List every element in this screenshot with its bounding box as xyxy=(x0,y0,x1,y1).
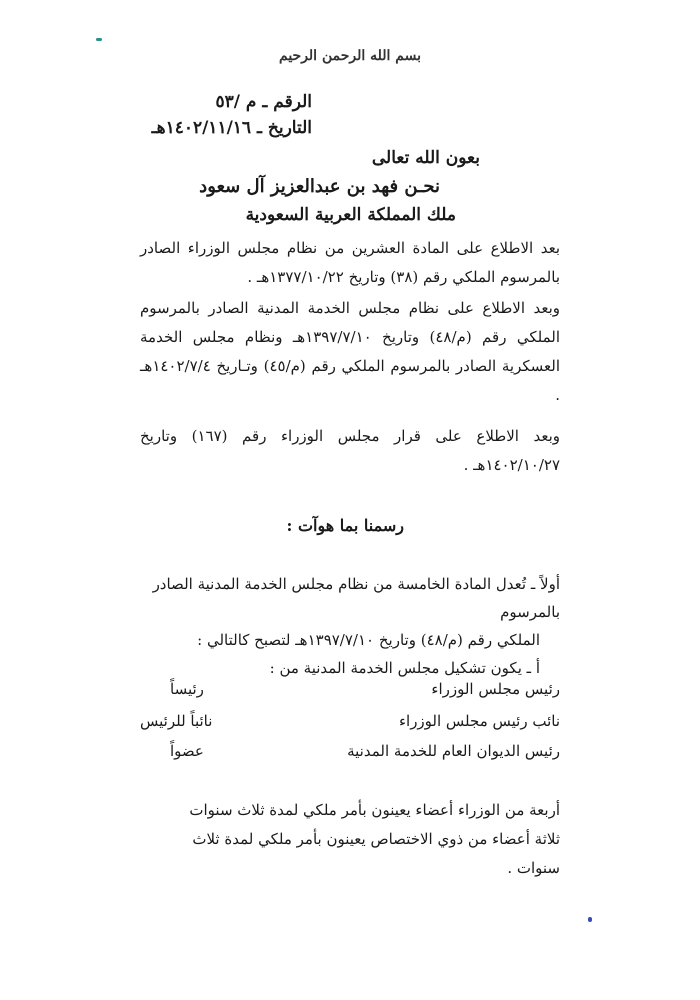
closing-line: ثلاثة أعضاء من ذوي الاختصاص يعينون بأمر ملكي لمدة ثلاث xyxy=(192,830,560,848)
article-first xyxy=(140,570,560,682)
member-name: نائب رئيس مجلس الوزراء xyxy=(398,712,560,730)
article-clause-a: أ ـ يكون تشكيل مجلس الخدمة المدنية من : xyxy=(269,659,540,677)
invocation: بعون الله تعالى xyxy=(371,148,480,168)
decree-heading: رسمنا بما هوآت : xyxy=(286,516,404,535)
article-line: الملكي رقم (م/٤٨) وتاريخ ١٣٩٧/٧/١٠هـ لتصبح كالتالي : xyxy=(197,631,540,649)
closing-paragraph xyxy=(160,796,560,883)
basmala-header: بسم الله الرحمن الرحيم xyxy=(279,48,421,64)
member-role: نائباً للرئيس xyxy=(140,712,213,730)
member-role: عضواً xyxy=(170,742,204,760)
closing-line: سنوات . xyxy=(507,859,560,877)
document-date: التاريخ ـ ١٤٠٢/١١/١٦هـ xyxy=(151,118,312,138)
member-name: رئيس مجلس الوزراء xyxy=(431,680,560,698)
king-name: نحـن فهد بن عبدالعزيز آل سعود xyxy=(199,176,440,197)
preamble-paragraph: وبعد الاطلاع على نظام مجلس الخدمة المدنية الصادر بالمرسوم الملكي رقم (م/٤٨) وتاريخ ١٣٩٧/٧/١٠هـ ونظام مجلس الخدمة العسكرية الصادر بالمرسوم الملكي رقم (م/٤٥) وتـاريخ ١٤٠٢/٧/٤هـ . xyxy=(140,299,560,404)
member-row xyxy=(140,712,560,740)
article-line: أولاً ـ تُعدل المادة الخامسة من نظام مجلس الخدمة المدنية الصادر بالمرسوم xyxy=(152,575,560,621)
member-role: رئيساً xyxy=(170,680,204,698)
member-name: رئيس الديوان العام للخدمة المدنية xyxy=(347,742,560,760)
king-title: ملك المملكة العربية السعودية xyxy=(245,205,456,225)
scan-mark xyxy=(96,38,102,41)
preamble-paragraph: وبعد الاطلاع على قرار مجلس الوزراء رقم (١٦٧) وتاريخ ١٤٠٢/١٠/٢٧هـ . xyxy=(140,427,560,474)
member-row xyxy=(140,680,560,708)
scan-mark xyxy=(588,917,592,922)
reference-number: الرقم ـ م /٥٣ xyxy=(215,92,312,112)
preamble-paragraph: بعد الاطلاع على المادة العشرين من نظام مجلس الوزراء الصادر بالمرسوم الملكي رقم (٣٨) وتاريخ ١٣٧٧/١٠/٢٢هـ . xyxy=(140,239,560,286)
closing-line: أربعة من الوزراء أعضاء يعينون بأمر ملكي لمدة ثلاث سنوات xyxy=(189,801,560,819)
member-row xyxy=(140,742,560,770)
